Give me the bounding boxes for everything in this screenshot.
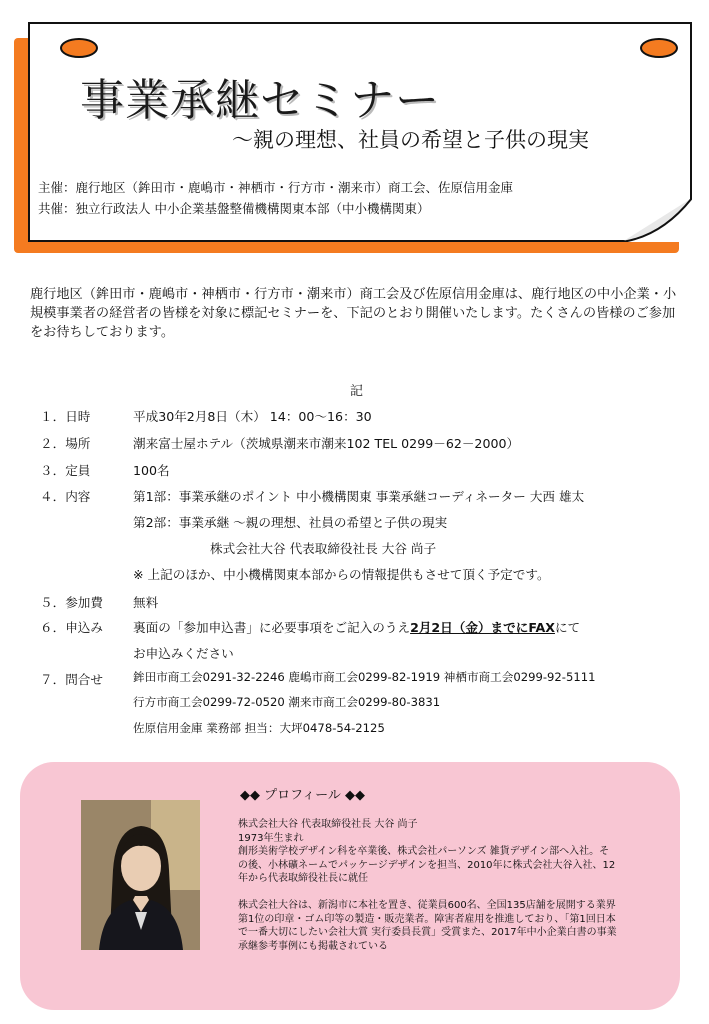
profile-name: 株式会社大谷 代表取締役社長 大谷 尚子 (238, 819, 418, 830)
page-curl-icon (622, 198, 692, 242)
speaker-photo (81, 800, 200, 950)
item-label-content: ４．内容 (40, 489, 91, 504)
item-value-date: 平成30年2月8日（木） 14：00～16：30 (133, 409, 372, 424)
item-label-apply: ６．申込み (40, 620, 103, 635)
co-organizer-text: 共催：独立行政法人 中小企業基盤整備機構関東本部（中小機構関東） (38, 201, 430, 216)
profile-born: 1973年生まれ (238, 832, 304, 844)
item-label-date: １．日時 (40, 409, 91, 424)
item-label-capacity: ３．定員 (40, 463, 91, 478)
binder-hole-icon (640, 38, 678, 58)
binder-hole-icon (60, 38, 98, 58)
profile-heading: ◆◆ プロフィール ◆◆ (240, 788, 365, 803)
item-value-content-part1: 第1部：事業承継のポイント 中小機構関東 事業承継コーディネーター 大西 雄太 (133, 489, 585, 504)
page-title: 事業承継セミナー (80, 75, 440, 126)
intro-paragraph: 鹿行地区（鉾田市・鹿嶋市・神栖市・行方市・潮来市）商工会及び佐原信用金庫は、鹿行地区の中小企業・小規模事業者の経営者の皆様を対象に標記セミナーを、下記のとおり開催いたします。たくさんの皆様のご参加をお待ちしております。 (30, 287, 677, 340)
ki-heading: 記 (350, 384, 364, 399)
item-value-venue: 潮来富士屋ホテル（茨城県潮来市潮来102 TEL 0299－62－2000） (133, 436, 520, 451)
item-label-venue: ２．場所 (40, 436, 91, 451)
page-subtitle: ～親の理想、社員の希望と子供の現実 (232, 128, 589, 152)
item-value-contact-line1: 鉾田市商工会0291-32-2246 鹿嶋市商工会0299-82-1919 神栖市商工会0299-92-5111 (133, 670, 596, 684)
item-value-contact-line3: 佐原信用金庫 業務部 担当：大坪0478-54-2125 (133, 721, 385, 735)
apply-text-end: にて (554, 620, 581, 635)
profile-career: 創形美術学校デザイン科を卒業後、株式会社パーソンズ 雑貨デザイン部へ入社。その後、小林礦ネームでパッケージデザインを担当、2010年に株式会社大谷入社、12年から代表取締役社長に就任 (238, 846, 616, 885)
item-value-capacity: 100名 (133, 463, 170, 478)
organizer-text: 主催：鹿行地区（鉾田市・鹿嶋市・神栖市・行方市・潮来市）商工会、佐原信用金庫 (38, 180, 514, 195)
item-label-contact: ７．問合せ (40, 672, 103, 687)
item-value-apply-line2: お申込みください (133, 646, 234, 661)
header-card (28, 22, 692, 242)
item-value-fee: 無料 (133, 595, 159, 610)
portrait-image (81, 800, 200, 950)
profile-company: 株式会社大谷は、新潟市に本社を置き、従業員600名、全国135店舗を展開する業界第1位の印章・ゴム印等の製造・販売業者。障害者雇用を推進しており、「第1回日本で一番大切にしたい会社大賞 実行委員長賞」受賞また、2017年中小企業白書の事業承継参考事例にも掲載されている (238, 899, 617, 952)
item-label-fee: ５．参加費 (40, 595, 103, 610)
item-value-content-part2: 第2部：事業承継 ～親の理想、社員の希望と子供の現実 (133, 515, 448, 530)
item-value-content-note: ※ 上記のほか、中小機構関東本部からの情報提供もさせて頂く予定です。 (133, 567, 550, 582)
profile-text (238, 818, 618, 953)
apply-text: 裏面の「参加申込書」に必要事項をご記入のうえ (133, 620, 411, 635)
apply-deadline: 2月2日（金）までにFAX (410, 620, 555, 635)
item-value-content-speaker: 株式会社大谷 代表取締役社長 大谷 尚子 (210, 541, 437, 556)
item-value-contact-line2: 行方市商工会0299-72-0520 潮来市商工会0299-80-3831 (133, 695, 441, 709)
item-value-apply-line1 (133, 617, 580, 636)
